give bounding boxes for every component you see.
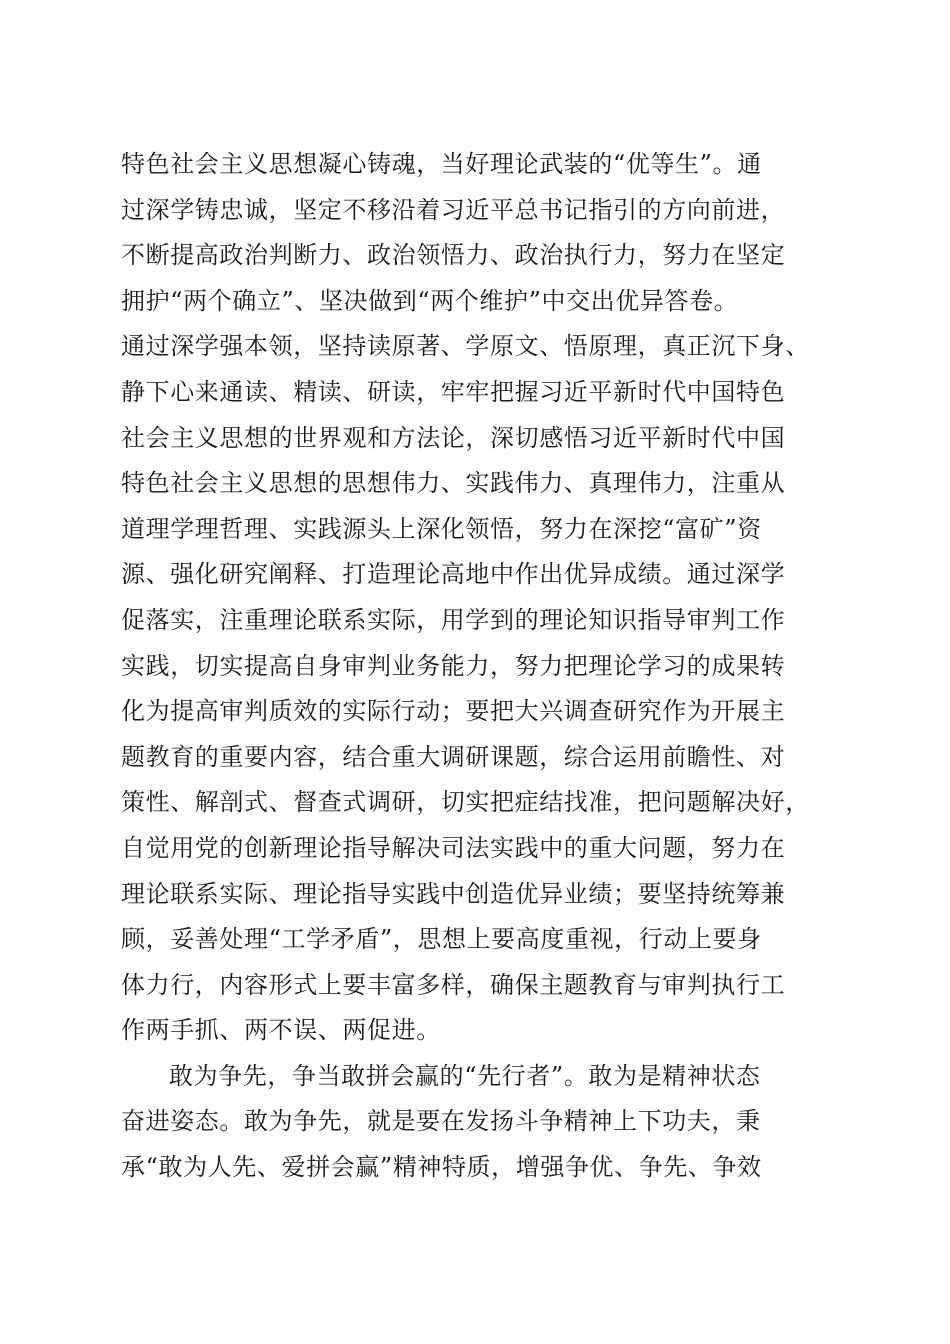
text-line: 拥护“两个确立”、坚决做到“两个维护”中交出优异答卷。 [121,286,739,315]
text-line: 奋进姿态。敢为争先，就是要在发扬斗争精神上下功夫，秉 [121,1107,761,1136]
text-line: 自觉用党的创新理论指导解决司法实践中的重大问题，努力在 [121,833,786,862]
body-text [121,142,841,1191]
text-line: 源、强化研究阐释、打造理论高地中作出优异成绩。通过深学 [121,560,786,589]
text-line: 促落实，注重理论联系实际，用学到的理论知识指导审判工作 [121,605,786,634]
text-line: 社会主义思想的世界观和方法论，深切感悟习近平新时代中国 [121,423,786,452]
text-line: 理论联系实际、理论指导实践中创造优异业绩；要坚持统筹兼 [121,879,786,908]
text-line: 作两手抓、两不误、两促进。 [121,1016,441,1045]
text-line: 特色社会主义思想的思想伟力、实践伟力、真理伟力，注重从 [121,469,786,498]
text-line: 实践，切实提高自身审判业务能力，努力把理论学习的成果转 [121,651,786,680]
text-line: 道理学理哲理、实践源头上深化领悟，努力在深挖“富矿”资 [121,514,762,543]
text-line: 特色社会主义思想凝心铸魂，当好理论武装的“优等生”。通 [121,150,762,178]
text-line: 体力行，内容形式上要丰富多样，确保主题教育与审判执行工 [121,970,786,999]
text-line: 题教育的重要内容，结合重大调研课题，综合运用前瞻性、对 [121,742,786,771]
text-line: 不断提高政治判断力、政治领悟力、政治执行力，努力在坚定 [121,241,786,270]
text-line: 策性、解剖式、督查式调研，切实把症结找准，把问题解决好， [121,788,810,817]
text-line: 化为提高审判质效的实际行动；要把大兴调查研究作为开展主 [121,697,786,726]
text-line: 通过深学强本领，坚持读原著、学原文、悟原理，真正沉下身、 [121,332,810,361]
text-line: 过深学铸忠诚，坚定不移沿着习近平总书记指引的方向前进， [121,195,786,224]
text-line: 顾，妥善处理“工学矛盾”，思想上要高度重视，行动上要身 [121,925,762,954]
paragraph-start-line: 敢为争先，争当敢拼会赢的“先行者”。敢为是精神状态 [169,1061,761,1090]
text-line: 静下心来通读、精读、研读，牢牢把握习近平新时代中国特色 [121,377,786,406]
text-line: 承“敢为人先、爱拼会赢”精神特质，增强争优、争先、争效 [121,1153,762,1182]
